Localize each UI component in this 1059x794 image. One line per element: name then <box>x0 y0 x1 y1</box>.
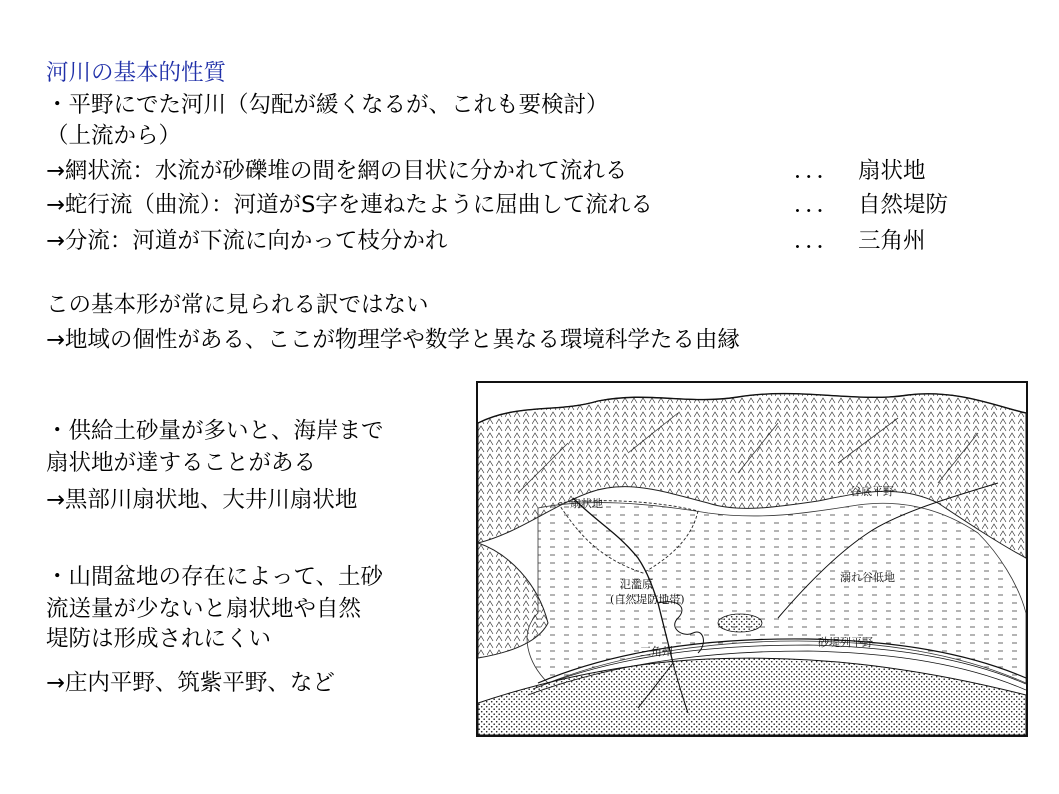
landform-illustration <box>476 381 1028 737</box>
type-landform: 自然堤防 <box>858 192 949 218</box>
type-dots: ．．． <box>794 158 840 184</box>
label-barrier-plain: 砂堤列平野 <box>818 636 873 649</box>
type-row-distributary <box>46 226 926 256</box>
point2-line-2: 流送量が少ないと扇状地や自然 <box>46 596 362 622</box>
intro-line-1: ・平野にでた河川（勾配が緩くなるが、これも要検討） <box>46 92 609 118</box>
label-fan: 扇状地 <box>570 497 603 510</box>
point2-line-4: →庄内平野、筑紫平野、など <box>46 670 335 696</box>
note-line-1: この基本形が常に見られる訳ではない <box>46 292 429 318</box>
type-desc: →分流：河道が下流に向かって枝分かれ <box>46 228 448 254</box>
type-landform: 扇状地 <box>858 158 926 184</box>
note-line-2: →地域の個性がある、ここが物理学や数学と異なる環境科学たる由縁 <box>46 327 740 353</box>
point2-line-3: 堤防は形成されにくい <box>46 626 272 652</box>
alluvial-plain <box>527 503 1026 683</box>
point1-line-3: →黒部川扇状地、大井川扇状地 <box>46 487 358 513</box>
label-floodplain: 氾濫原 <box>620 578 653 591</box>
type-row-meander <box>46 190 948 220</box>
point1-line-2: 扇状地が達することがある <box>46 450 317 476</box>
type-desc: →網状流：水流が砂礫堆の間を網の目状に分かれて流れる <box>46 158 628 184</box>
type-dots: ．．． <box>794 228 840 254</box>
intro-line-2: （上流から） <box>46 123 182 149</box>
label-levee: (自然堤防地帯) <box>610 593 685 606</box>
point1-line-1: ・供給土砂量が多いと、海岸まで <box>46 418 384 444</box>
slide-title: 河川の基本的性質 <box>46 60 227 86</box>
label-lowland: 溺れ谷低地 <box>840 571 895 584</box>
label-delta: 三角州 <box>640 645 673 658</box>
type-desc: →蛇行流（曲流）：河道がS字を連ねたように屈曲して流れる <box>46 192 653 218</box>
point2-line-1: ・山間盆地の存在によって、土砂 <box>46 564 384 590</box>
type-dots: ．．． <box>794 192 840 218</box>
lagoon <box>718 614 762 632</box>
type-landform: 三角州 <box>858 228 926 254</box>
landform-sketch <box>478 383 1026 735</box>
type-row-braided <box>46 156 926 186</box>
label-valley-plain: 谷底平野 <box>850 485 894 498</box>
